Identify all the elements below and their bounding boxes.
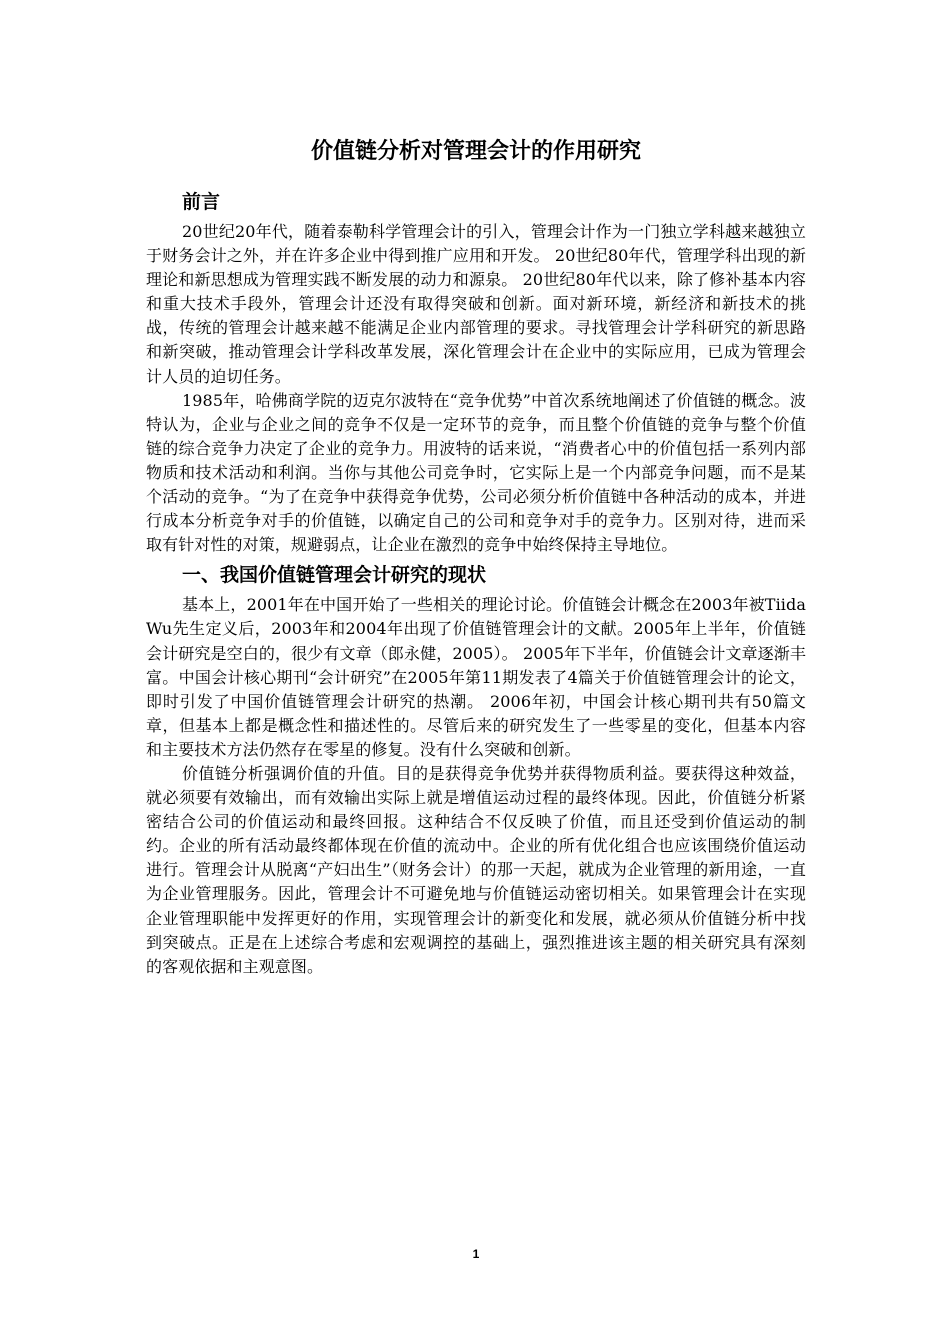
document-body [146,184,806,979]
section-heading-research-status: 一、我国价值链管理会计研究的现状 [182,564,487,587]
section-preface [146,184,806,557]
paragraph: 1985年，哈佛商学院的迈克尔波特在“竞争优势”中首次系统地阐述了价值链的概念。波特认为，企业与企业之间的竞争不仅是一定环节的竞争，而且整个价值链的竞争与整个价值链的综合竞争力决定了企业的竞争力。用波特的话来说，“消费者心中的价值包括一系列内部物质和技术活动和利润。当你与其他公司竞争时，它实际上是一个内部竞争问题，而不是某个活动的竞争。“为了在竞争中获得竞争优势，公司必须分析价值链中各种活动的成本，并进行成本分析竞争对手的价值链，以确定自己的公司和竞争对手的竞争力。区别对待，进而采取有针对性的对策，规避弱点，让企业在激烈的竞争中始终保持主导地位。 [146,390,806,555]
document-page [146,0,806,1344]
document-title: 价值链分析对管理会计的作用研究 [310,139,641,164]
section-heading-preface: 前言 [182,191,221,213]
page-number: 1 [472,1247,480,1261]
paragraph: 价值链分析强调价值的升值。目的是获得竞争优势并获得物质利益。要获得这种效益，就必须要有效输出，而有效输出实际上就是增值运动过程的最终体现。因此，价值链分析紧密结合公司的价值运动和最终回报。这种结合不仅反映了价值，而且还受到价值运动的制约。企业的所有活动最终都体现在价值的流动中。企业的所有优化组合也应该围绕价值运动进行。管理会计从脱离“产妇出生”（财务会计）的那一天起，就成为企业管理的新用途，一直为企业管理服务。因此，管理会计不可避免地与价值链运动密切相关。如果管理会计在实现企业管理职能中发挥更好的作用，实现管理会计的新变化和发展，就必须从价值链分析中找到突破点。正是在上述综合考虑和宏观调控的基础上，强烈推进该主题的相关研究具有深刻的客观依据和主观意图。 [146,763,806,976]
paragraph: 基本上，2001年在中国开始了一些相关的理论讨论。价值链会计概念在2003年被Tiida Wu先生定义后，2003年和2004年出现了价值链管理会计的文献。2005年上半年，价值链会计研究是空白的，很少有文章（郎永健，2005）。 2005年下半年，价值链会计文章逐渐丰富。中国会计核心期刊“会计研究”在2005年第11期发表了4篇关于价值链管理会计的论文，即时引发了中国价值链管理会计研究的热潮。 2006年初，中国会计核心期刊共有50篇文章，但基本上都是概念性和描述性的。尽管后来的研究发生了一些零星的变化，但基本内容和主要技术方法仍然存在零星的修复。没有什么突破和创新。 [146,595,806,759]
paragraph: 20世纪20年代，随着泰勒科学管理会计的引入，管理会计作为一门独立学科越来越独立于财务会计之外，并在许多企业中得到推广应用和开发。 20世纪80年代，管理学科出现的新理论和新思想成为管理实践不断发展的动力和源泉。 20世纪80年代以来，除了修补基本内容和重大技术手段外，管理会计还没有取得突破和创新。面对新环境，新经济和新技术的挑战，传统的管理会计越来越不能满足企业内部管理的要求。寻找管理会计学科研究的新思路和新突破，推动管理会计学科改革发展，深化管理会计在企业中的实际应用，已成为管理会计人员的迫切任务。 [146,222,806,386]
section-research-status [146,557,806,979]
